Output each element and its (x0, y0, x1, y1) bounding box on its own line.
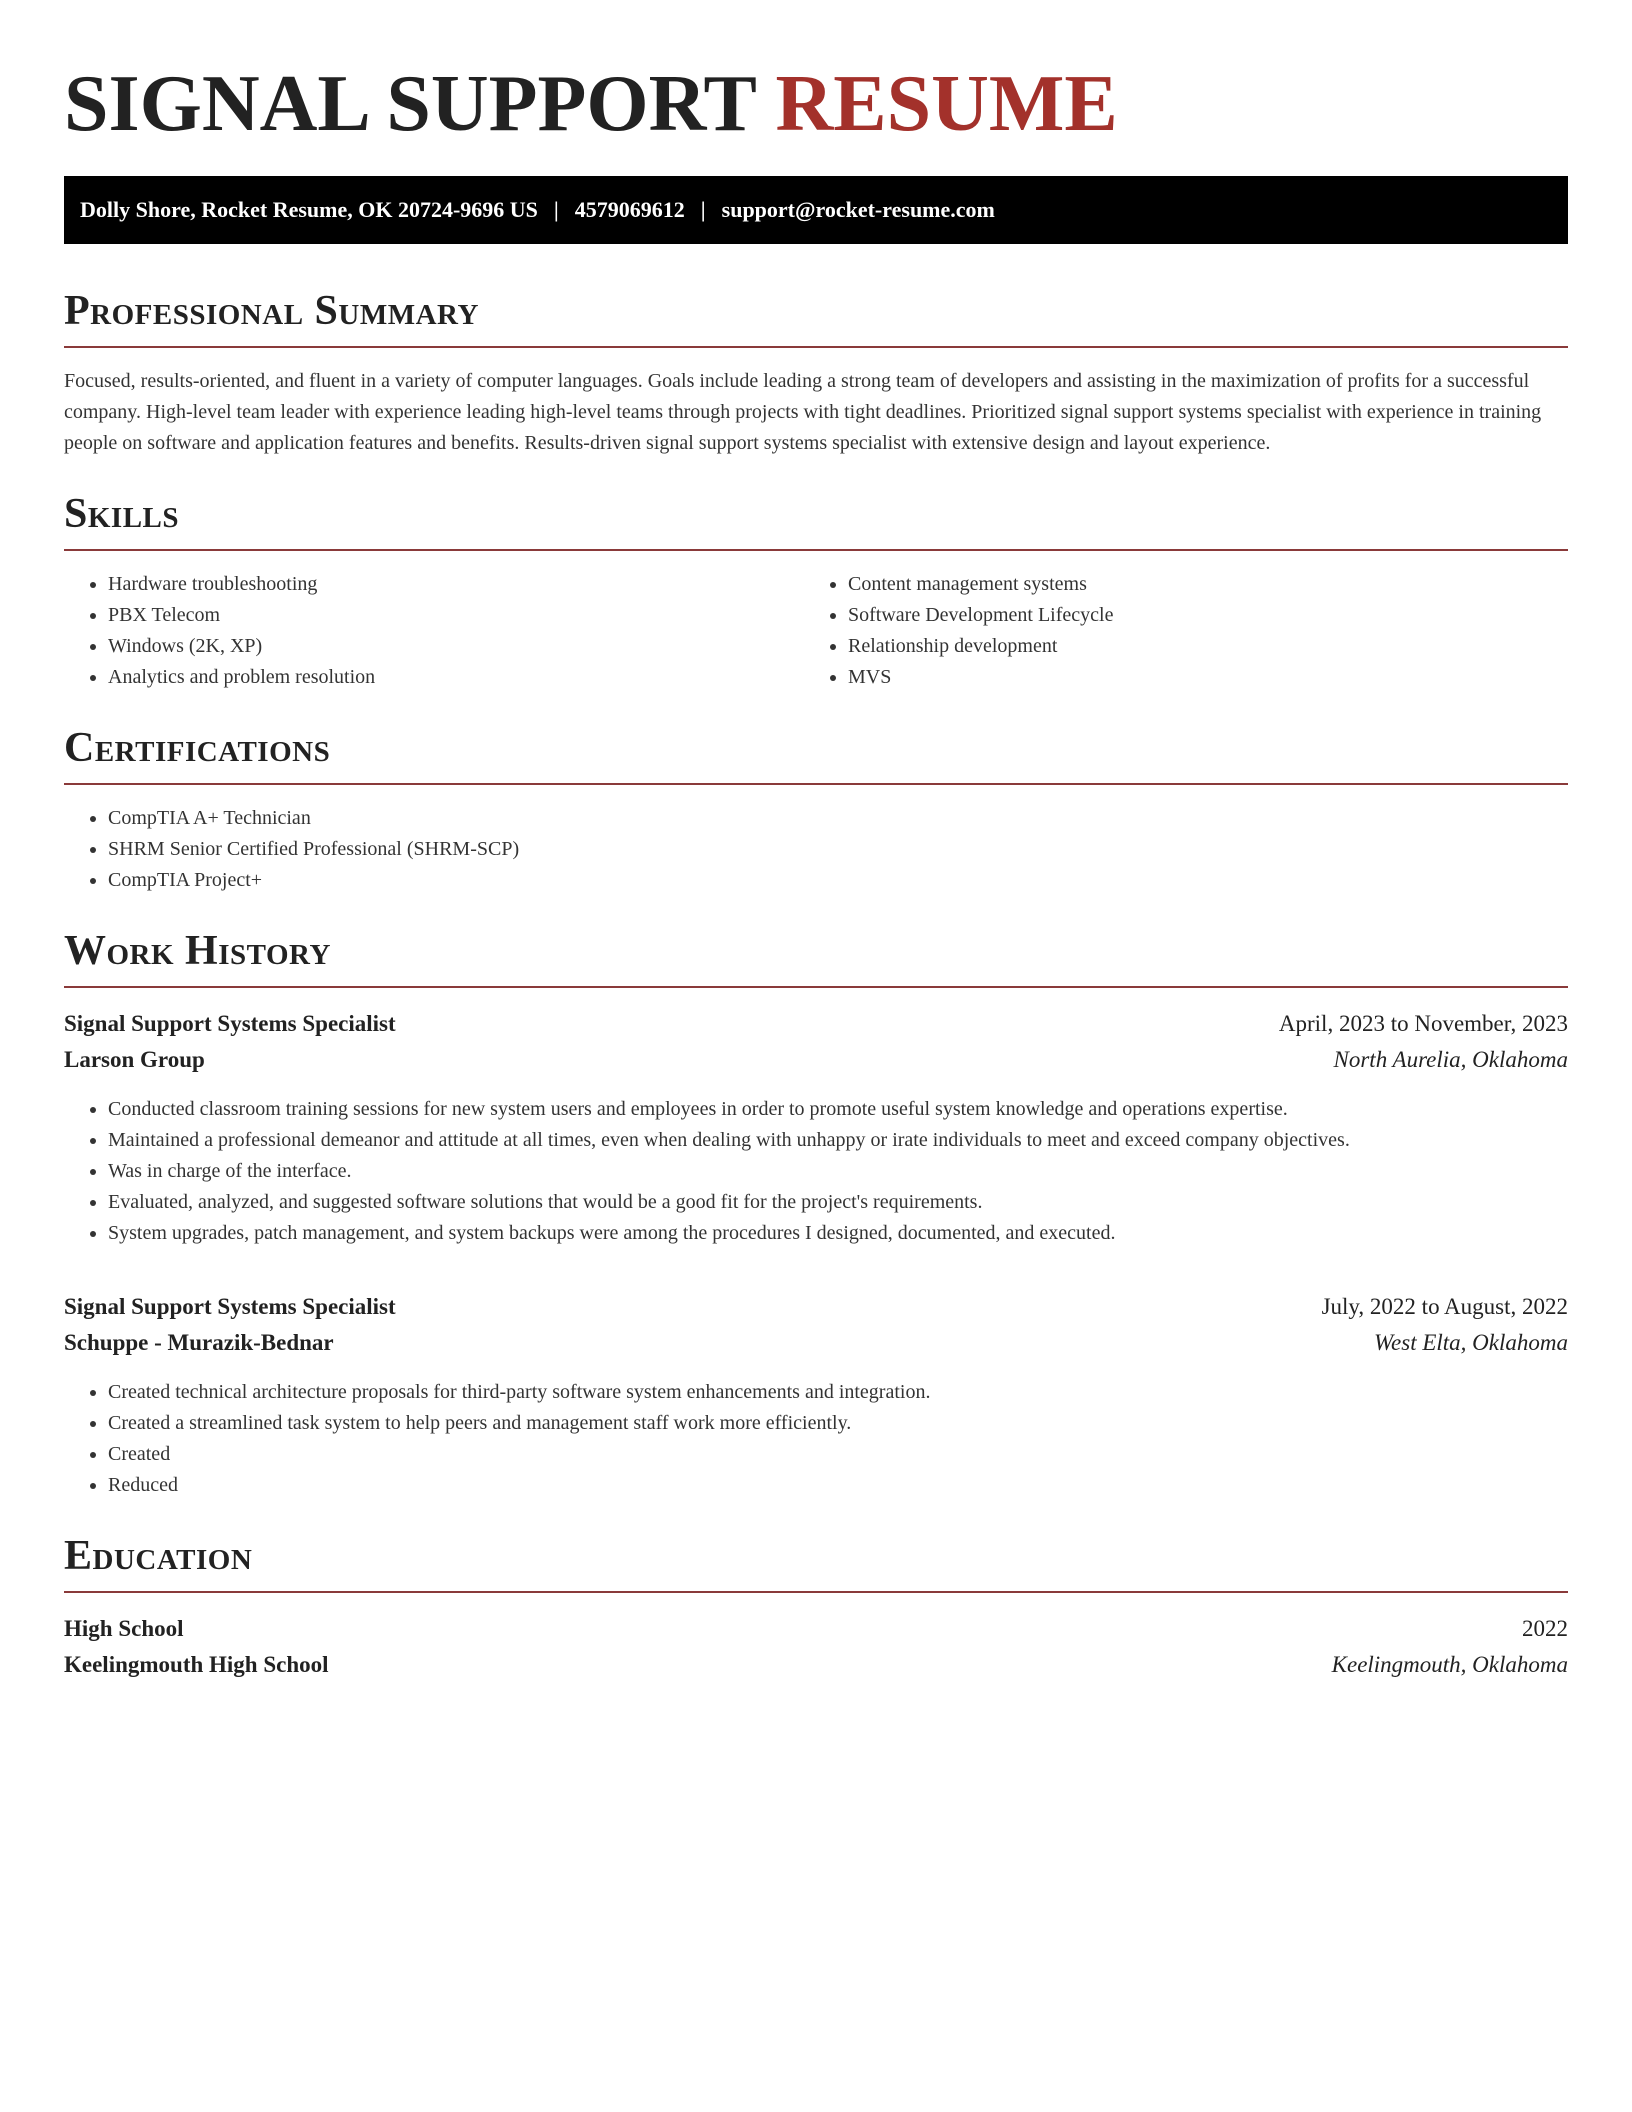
contact-separator: | (700, 197, 706, 222)
job-bullet: • Evaluated, analyzed, and suggested software solutions that would be a good fit for the project's requirements. (108, 1187, 1568, 1218)
job-bullet: • Was in charge of the interface. (108, 1156, 1568, 1187)
job-location: North Aurelia, Oklahoma (1333, 1047, 1568, 1072)
job-location: West Elta, Oklahoma (1374, 1330, 1568, 1355)
job-bullet: • Reduced (108, 1470, 1568, 1501)
job-bullet: • Created (108, 1439, 1568, 1470)
contact-email[interactable]: support@rocket-resume.com (721, 197, 995, 222)
skills-grid (64, 569, 1568, 693)
summary-text: Focused, results-oriented, and fluent in a variety of computer languages. Goals include leading a strong team of developers and assisting in the maximization of profits for a successful company. High-level team leader with experience leading high-level teams through projects with tight deadlines. Prioritized signal support systems specialist with experience in training people on software and application features and benefits. Results-driven signal support systems specialist with extensive design and layout experience. (64, 370, 1542, 454)
job-company: Larson Group (64, 1047, 205, 1072)
skill-item: • PBX Telecom (108, 600, 804, 631)
job-bullet: • Created a streamlined task system to help peers and management staff work more efficiently. (108, 1408, 1568, 1439)
skill-item: • Content management systems (848, 569, 1544, 600)
skill-item: • Hardware troubleshooting (108, 569, 804, 600)
section-divider (64, 783, 1568, 785)
skill-item: • Analytics and problem resolution (108, 662, 804, 693)
section-divider (64, 549, 1568, 551)
section-divider (64, 346, 1568, 348)
skill-item: • MVS (848, 662, 1544, 693)
job-company: Schuppe - Murazik-Bednar (64, 1330, 334, 1355)
education-degree: High School (64, 1616, 184, 1641)
education-heading: Education (64, 1533, 253, 1579)
skills-section (64, 489, 1568, 693)
job-bullets (64, 1094, 1568, 1249)
job-bullets (64, 1377, 1568, 1501)
job-company-row (64, 1325, 1568, 1361)
skills-list-left (64, 569, 804, 693)
job-header-row (64, 1289, 1568, 1325)
skills-list-right (804, 569, 1544, 693)
job-title: Signal Support Systems Specialist (64, 1294, 396, 1319)
job-dates: July, 2022 to August, 2022 (1321, 1294, 1568, 1319)
resume-title (64, 0, 1568, 150)
job-company-row (64, 1042, 1568, 1078)
job-entry (64, 1289, 1568, 1501)
contact-phone: 4579069612 (574, 197, 685, 222)
job-bullet: • Created technical architecture proposals for third-party software system enhancements and integration. (108, 1377, 1568, 1408)
education-school: Keelingmouth High School (64, 1652, 329, 1677)
skill-item: • Software Development Lifecycle (848, 600, 1544, 631)
certification-item: • CompTIA Project+ (108, 865, 1568, 896)
resume-page (64, 0, 1568, 1683)
education-location: Keelingmouth, Oklahoma (1331, 1652, 1568, 1677)
contact-separator: | (553, 197, 559, 222)
contact-bar (64, 176, 1568, 244)
education-degree-row (64, 1611, 1568, 1647)
title-accent: RESUME (775, 60, 1118, 148)
contact-address: Dolly Shore, Rocket Resume, OK 20724-9696 US (80, 197, 538, 222)
skill-item: • Windows (2K, XP) (108, 631, 804, 662)
education-section (64, 1531, 1568, 1683)
skills-heading: Skills (64, 491, 180, 537)
work-history-section (64, 926, 1568, 1501)
education-entry (64, 1611, 1568, 1683)
certifications-heading: Certifications (64, 725, 331, 771)
education-year: 2022 (1522, 1616, 1568, 1641)
section-divider (64, 1591, 1568, 1593)
summary-section (64, 286, 1568, 459)
job-bullet: • Maintained a professional demeanor and attitude at all times, even when dealing with unhappy or irate individuals to meet and exceed company objectives. (108, 1125, 1568, 1156)
certifications-section (64, 723, 1568, 896)
job-dates: April, 2023 to November, 2023 (1278, 1011, 1568, 1036)
certification-item: • SHRM Senior Certified Professional (SHRM-SCP) (108, 834, 1568, 865)
skill-item: • Relationship development (848, 631, 1544, 662)
work-history-heading: Work History (64, 928, 331, 974)
certifications-list (64, 803, 1568, 896)
certification-item: • CompTIA A+ Technician (108, 803, 1568, 834)
job-title: Signal Support Systems Specialist (64, 1011, 396, 1036)
job-entry (64, 1006, 1568, 1249)
job-header-row (64, 1006, 1568, 1042)
section-divider (64, 986, 1568, 988)
education-school-row (64, 1647, 1568, 1683)
job-bullet: • System upgrades, patch management, and system backups were among the procedures I designed, documented, and executed. (108, 1218, 1568, 1249)
summary-heading: Professional Summary (64, 288, 479, 334)
title-main: SIGNAL SUPPORT (64, 60, 756, 148)
job-bullet: • Conducted classroom training sessions for new system users and employees in order to promote useful system knowledge and operations expertise. (108, 1094, 1568, 1125)
